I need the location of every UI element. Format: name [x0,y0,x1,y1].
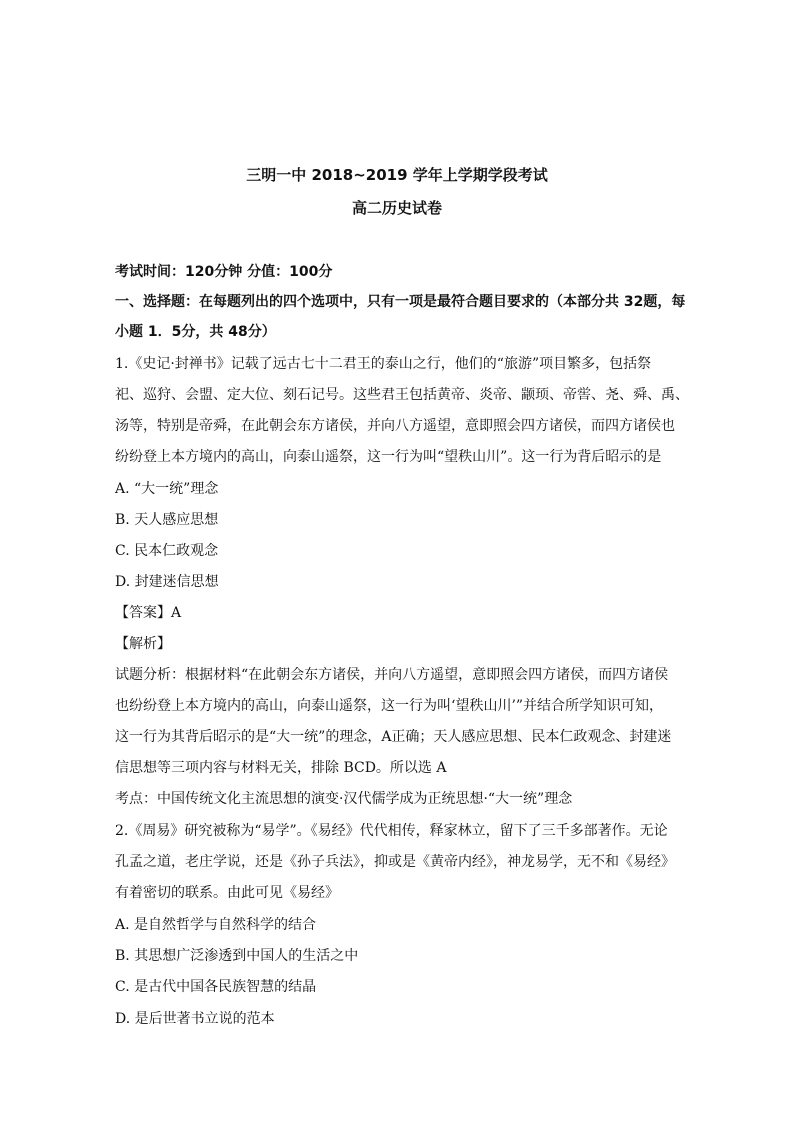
q1-option-b: B. 天人感应思想 [115,512,219,528]
exam-title: 三明一中 2018~2019 学年上学期学段考试 [246,166,548,184]
q1-analysis-line: 信思想等三项内容与材料无关，排除 BCD。所以选 A [115,760,447,776]
q1-stem-line: 纷纷登上本方境内的高山，向泰山遥祭，这一行为叫“望秩山川”。这一行为背后昭示的是 [115,449,662,465]
section-heading-line2: 小题 1．5分，共 48分） [115,324,276,340]
q1-kaodian: 考点：中国传统文化主流思想的演变·汉代儒学成为正统思想·“大一统”理念 [115,791,573,807]
q1-option-a: A. “大一统”理念 [115,481,219,497]
q2-option-c: C. 是古代中国各民族智慧的结晶 [115,979,317,995]
q1-answer: 【答案】A [115,605,182,621]
q2-option-b: B. 其思想广泛渗透到中国人的生活之中 [115,948,359,964]
q2-option-a: A. 是自然哲学与自然科学的结合 [115,917,317,933]
section-heading-line1: 一、选择题：在每题列出的四个选项中，只有一项是最符合题目要求的（本部分共 32题，每 [115,294,686,310]
q1-analysis-line: 也纷纷登上本方境内的高山，向泰山遥祭，这一行为叫‘望秩山川’”并结合所学知识可知， [115,698,664,714]
exam-info: 考试时间：120分钟 分值：100分 [115,264,333,280]
q1-option-c: C. 民本仁政观念 [115,543,219,559]
q1-analysis-line: 这一行为其背后昭示的是“大一统”的理念，A正确；天人感应思想、民本仁政观念、封建迷 [115,729,672,745]
q2-stem-line: 孔孟之道，老庄学说，还是《孙子兵法》，抑或是《黄帝内经》，神龙易学，无不和《易经》 [115,854,675,870]
q2-stem-line: 2.《周易》研究被称为“易学”。《易经》代代相传，释家林立，留下了三千多部著作。无论 [115,823,668,839]
q1-analysis-label: 【解析】 [115,636,171,652]
exam-subtitle: 高二历史试卷 [351,199,442,217]
q1-option-d: D. 封建迷信思想 [115,574,219,590]
q1-analysis-line: 试题分析：根据材料“在此朝会东方诸侯，并向八方遥望，意即照会四方诸侯，而四方诸侯 [115,667,669,683]
q1-stem-line: 祀、巡狩、会盟、定大位、刻石记号。这些君王包括黄帝、炎帝、颛顼、帝喾、尧、舜、禹、 [115,387,689,403]
q2-option-d: D. 是后世著书立说的范本 [115,1011,275,1027]
q1-stem-line: 1.《史记·封禅书》记载了远古七十二君王的泰山之行，他们的“旅游”项目繁多，包括祭 [115,356,652,372]
q1-stem-line: 汤等，特别是帝舜，在此朝会东方诸侯，并向八方遥望，意即照会四方诸侯，而四方诸侯也 [115,418,675,434]
q2-stem-line: 有着密切的联系。由此可见《易经》 [115,885,339,901]
